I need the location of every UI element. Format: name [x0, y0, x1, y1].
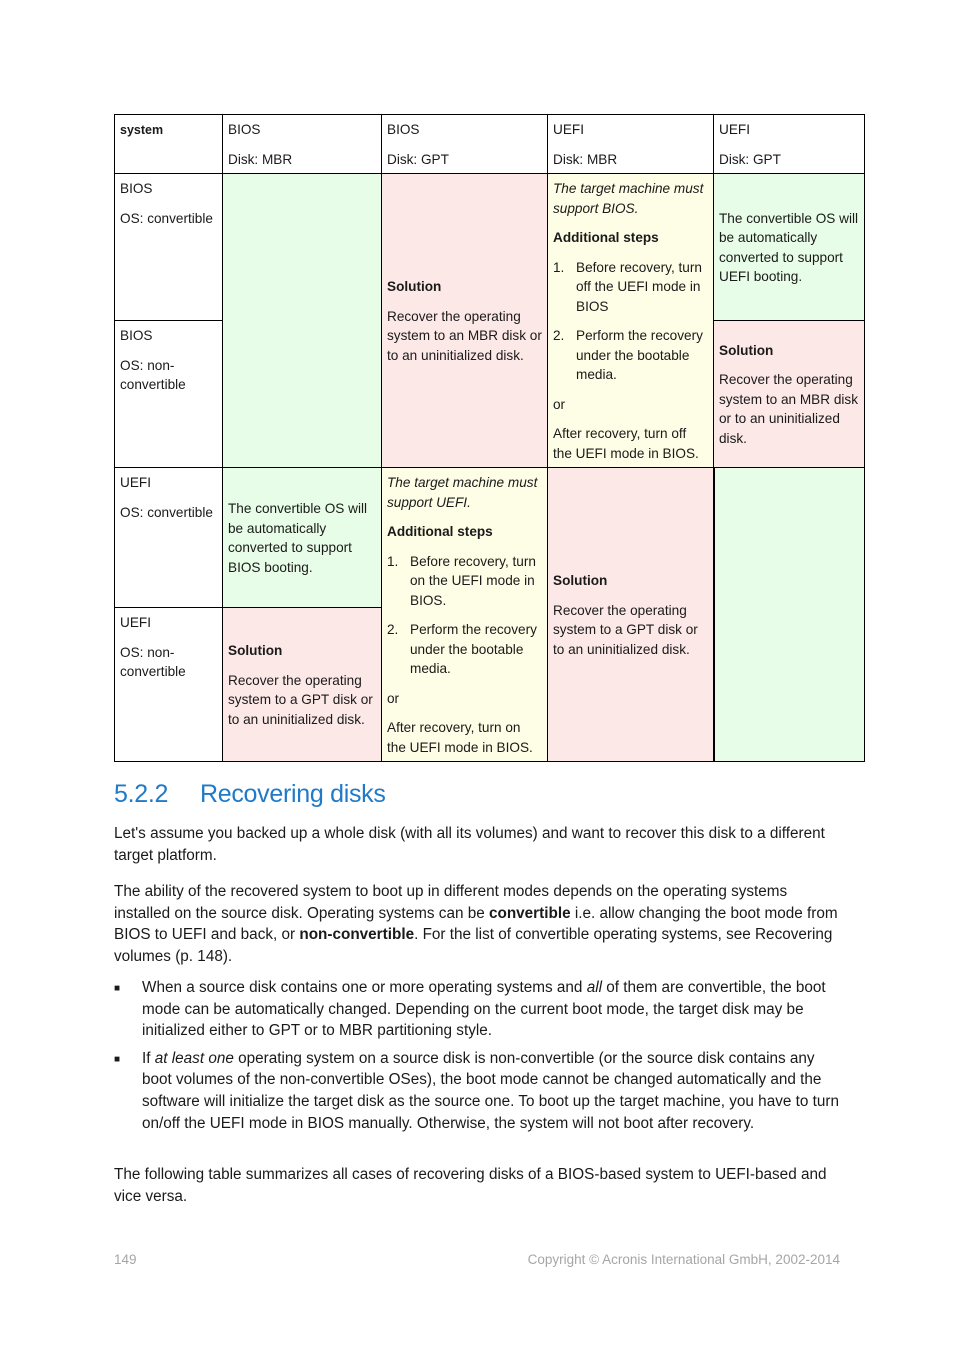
list-item: 1. Before recovery, turn on the UEFI mode in BIOS. — [387, 553, 536, 608]
list-item: ■ If at least one operating system on a source disk is non-convertible (or the source disk contains any boot volumes of the non-convertible OSes), the boot mode cannot be changed automatically and the software will initialize the target disk as the source one. To boot up the target machine, you have to turn on/off the UEFI mode in BIOS manually. Otherwise, the system will not boot after recovery. — [114, 1048, 844, 1134]
row-label-bios-nonconvertible: BIOS OS: non-convertible — [115, 321, 223, 468]
bullet-icon: ■ — [114, 1053, 121, 1065]
header-corner: system — [115, 115, 223, 174]
list-item: 2. Perform the recovery under the bootable media. — [553, 328, 703, 382]
cell-uefi-gpt-bios-nonconvertible: Solution Recover the operating system to an MBR disk or to an uninitialized disk. — [714, 321, 865, 468]
cell-bios-gpt-bios: Solution Recover the operating system to an MBR disk or to an uninitialized disk. — [382, 174, 548, 468]
header-uefi-gpt: UEFI Disk: GPT — [714, 115, 865, 174]
table-header-row — [115, 115, 865, 174]
list-item: 2. Perform the recovery under the bootable media. — [387, 622, 537, 676]
list-item: 1. Before recovery, turn off the UEFI mode in BIOS — [553, 259, 702, 314]
cell-uefi-mbr-bios: The target machine must support BIOS. Additional steps 1. Before recovery, turn off the UEFI mode in BIOS 2. Perform the recovery under the bootable media. or After recovery, turn off the UEFI mode in BIOS. — [548, 174, 714, 468]
bullet-icon: ■ — [114, 983, 121, 994]
row-label-uefi-convertible: UEFI OS: convertible — [115, 468, 223, 608]
copyright: Copyright © Acronis International GmbH, 2002-2014 — [527, 1252, 840, 1267]
cell-bios-mbr-uefi-nonconvertible: Solution Recover the operating system to a GPT disk or to an uninitialized disk. — [223, 608, 382, 762]
cell-uefi-mbr-uefi: Solution Recover the operating system to a GPT disk or to an uninitialized disk. — [548, 468, 714, 762]
section-number: 5.2.2 — [114, 780, 169, 808]
cell-bios-mbr-bios — [223, 174, 382, 468]
cell-bios-mbr-uefi-convertible: The convertible OS will be automatically converted to support BIOS booting. — [223, 468, 382, 608]
header-bios-gpt: BIOS Disk: GPT — [382, 115, 548, 174]
steps-list — [553, 258, 708, 385]
bullet-list — [114, 977, 844, 1140]
section-title: Recovering disks — [200, 780, 386, 808]
cell-bios-gpt-uefi: The target machine must support UEFI. Additional steps 1. Before recovery, turn on the UEFI mode in BIOS. 2. Perform the recovery under the bootable media. or After recovery, turn on the UEFI mode in BIOS. — [382, 468, 548, 762]
cell-uefi-gpt-bios-convertible: The convertible OS will be automatically converted to support UEFI booting. — [714, 174, 865, 321]
compatibility-table — [114, 114, 865, 762]
row-label-bios-convertible: BIOS OS: convertible — [115, 174, 223, 321]
paragraph-intro: Let's assume you backed up a whole disk (with all its volumes) and want to recover this disk to a different target platform. — [114, 825, 825, 864]
row-label-uefi-nonconvertible: UEFI OS: non-convertible — [115, 608, 223, 762]
table-row — [115, 468, 865, 608]
paragraph-boot-modes: The ability of the recovered system to boot up in different modes depends on the operating systems installed on the source disk. Operating systems can be convertible i.e. allow changing the boot mode from BIOS to UEFI and back, or non-convertible. For the list of convertible operating systems, see Recovering volumes (p. 148). — [114, 883, 838, 965]
header-bios-mbr: BIOS Disk: MBR — [223, 115, 382, 174]
table-row — [115, 174, 865, 321]
header-uefi-mbr: UEFI Disk: MBR — [548, 115, 714, 174]
list-item: ■ When a source disk contains one or more operating systems and all of them are convertible, the boot mode can be automatically changed. Depending on the current boot mode, the target disk may be initialized either to GPT or to MBR partitioning style. — [114, 977, 844, 1042]
paragraph-summary: The following table summarizes all cases of recovering disks of a BIOS-based system to UEFI-based and vice versa. — [114, 1166, 827, 1205]
steps-list — [387, 552, 542, 679]
section-heading — [114, 780, 386, 809]
cell-uefi-gpt-uefi — [714, 468, 865, 762]
page-number: 149 — [114, 1252, 137, 1267]
